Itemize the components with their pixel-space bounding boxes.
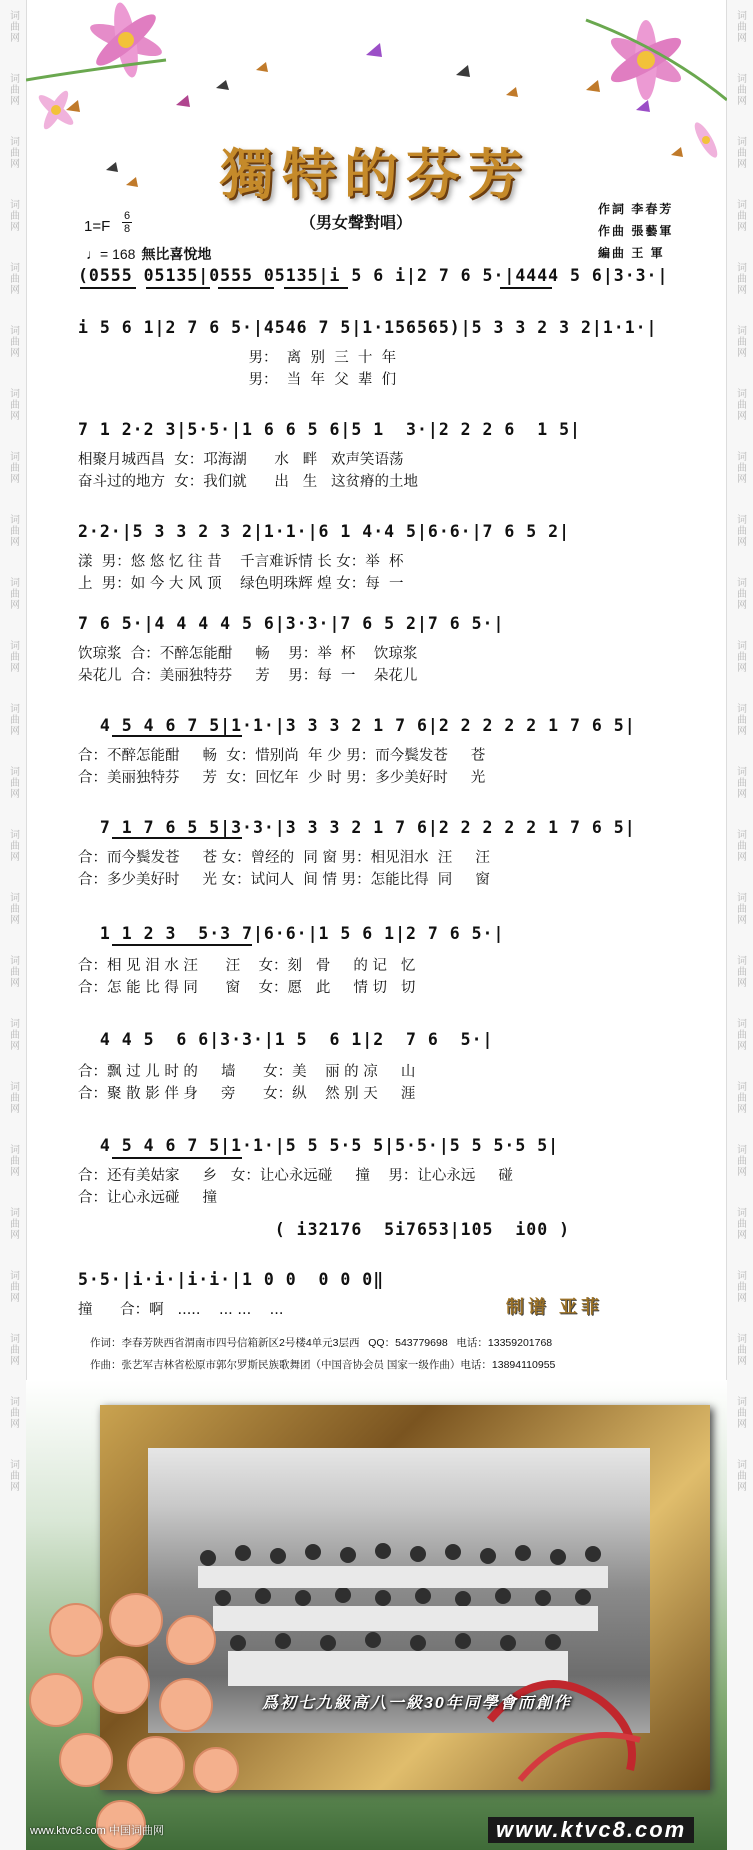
- beam-line: [112, 735, 242, 737]
- side-watermark-text: 词曲网: [734, 136, 746, 169]
- arranger-credit: 編曲 王 軍: [598, 246, 665, 260]
- score-line-2: i 5 6 1|2 7 6 5·|4546 7 5|1·156565)|5 3 3 2 3 2|1·1·|: [78, 318, 658, 337]
- side-watermark-text: 词曲网: [734, 1333, 746, 1366]
- beam-line: [146, 287, 210, 289]
- side-watermark-text: 词曲网: [7, 262, 19, 295]
- tempo-value: ♩= 168: [86, 246, 136, 262]
- side-watermark-text: 词曲网: [7, 955, 19, 988]
- side-watermark-text: 词曲网: [7, 640, 19, 673]
- score-line-9: 4 4 5 6 6|3·3·|1 5 6 1|2 7 6 5·|: [78, 1030, 494, 1049]
- lyric-line: 合：怎 能 比 得 同 窗 女：愿 此 情 切 切: [78, 980, 416, 996]
- lyric-line: 合：美丽独特芬 芳 女：回忆年 少 时 男：多少美好时 光: [78, 770, 486, 786]
- lyric-line: 男： 离 别 三 十 年: [78, 350, 397, 366]
- side-watermark-text: 词曲网: [7, 1144, 19, 1177]
- beam-line: [218, 287, 274, 289]
- composer-info: 作曲：张艺军吉林省松原市郭尔罗斯民族歌舞团（中国音协会员 国家一级作曲）电话：13894110955: [90, 1359, 556, 1371]
- song-subtitle: （男女聲對唱）: [300, 215, 413, 232]
- side-watermark-text: 词曲网: [734, 703, 746, 736]
- transcriber-stamp: 制谱 亚菲: [506, 1297, 604, 1317]
- beam-line: [112, 1157, 242, 1159]
- side-watermark-text: 词曲网: [7, 577, 19, 610]
- side-watermark-text: 词曲网: [7, 1207, 19, 1240]
- side-watermark-text: 词曲网: [734, 514, 746, 547]
- lyric-line: 合：还有美姑家 乡 女：让心永远碰 撞 男：让心永远 碰: [78, 1168, 513, 1184]
- side-watermark-text: 词曲网: [7, 10, 19, 43]
- score-line-6: 4 5 4 6 7 5|1·1·|3 3 3 2 1 7 6|2 2 2 2 2 1 7 6 5|: [78, 716, 636, 735]
- side-watermark-text: 词曲网: [734, 1144, 746, 1177]
- composer-credit: 作曲 張藝軍: [598, 224, 674, 238]
- tempo-marking: [86, 244, 211, 264]
- roses-decoration: [26, 1590, 286, 1850]
- beam-line: [500, 287, 552, 289]
- score-line-10: 4 5 4 6 7 5|1·1·|5 5 5·5 5|5·5·|5 5 5·5 5|: [78, 1136, 560, 1155]
- score-line-11: ( i32176 5i7653|105 i00 ): [78, 1220, 571, 1239]
- side-watermark-text: 词曲网: [734, 1207, 746, 1240]
- side-watermark-text: 词曲网: [734, 892, 746, 925]
- side-watermark-text: 词曲网: [734, 1270, 746, 1303]
- flower-left-icon: [26, 1, 166, 132]
- side-watermark-text: 词曲网: [734, 640, 746, 673]
- lyric-line: 朵花儿 合：美丽独特芬 芳 男：每 一 朵花儿: [78, 668, 418, 684]
- side-watermark-text: 词曲网: [734, 955, 746, 988]
- side-watermark-text: 词曲网: [7, 136, 19, 169]
- score-line-3: 7 1 2·2 3|5·5·|1 6 6 5 6|5 1 3·|2 2 2 6 1 5|: [78, 420, 581, 439]
- side-watermark-text: 词曲网: [7, 829, 19, 862]
- side-watermark-text: 词曲网: [7, 388, 19, 421]
- score-line-1: (0555 05135|0555 05135|i 5 6 i|2 7 6 5·|4444 5 6|3·3·|: [78, 266, 669, 285]
- time-signature: [122, 210, 132, 235]
- beam-line: [80, 287, 136, 289]
- lyric-line: 男： 当 年 父 辈 们: [78, 372, 397, 388]
- side-watermark-text: 词曲网: [734, 1081, 746, 1114]
- lyricist-credit: 作詞 李春芳: [598, 202, 674, 216]
- lyric-line: 漾 男：悠 悠 忆 往 昔 千言难诉情 长 女：举 杯: [78, 554, 404, 570]
- lyric-line: 相聚月城西昌 女：邛海湖 水 畔 欢声笑语荡: [78, 452, 404, 468]
- side-watermark-text: 词曲网: [7, 766, 19, 799]
- lyricist-info: 作词：李春芳陕西省渭南市四号信箱新区2号楼4单元3层西 QQ：543779698 电话：13359201768: [90, 1337, 553, 1349]
- score-line-8: 1 1 2 3 5·3 7|6·6·|1 5 6 1|2 7 6 5·|: [78, 924, 505, 943]
- lyric-line: 饮琼浆 合：不醉怎能酣 畅 男：举 杯 饮琼浆: [78, 646, 418, 662]
- beam-line: [112, 837, 242, 839]
- lyric-line: 合：飘 过 儿 时 的 墙 女：美 丽 的 凉 山: [78, 1064, 416, 1080]
- score-line-5: 7 6 5·|4 4 4 4 5 6|3·3·|7 6 5 2|7 6 5·|: [78, 614, 505, 633]
- side-watermark-text: 词曲网: [7, 1270, 19, 1303]
- side-watermark-text: 词曲网: [734, 451, 746, 484]
- side-watermark-text: 词曲网: [7, 325, 19, 358]
- score-line-12: 5·5·|i·i·|i·i·|1 0 0 0 0 0‖: [78, 1270, 385, 1289]
- lyric-line: 合：相 见 泪 水 汪 汪 女：刻 骨 的 记 忆: [78, 958, 416, 974]
- time-signature-top: 6: [123, 210, 131, 222]
- side-watermark-text: 词曲网: [734, 262, 746, 295]
- site-logo[interactable]: www.ktvc8.com: [488, 1817, 694, 1843]
- side-watermark-text: 词曲网: [734, 577, 746, 610]
- side-watermark-text: 词曲网: [7, 1396, 19, 1429]
- expression-marking: 無比喜悅地: [141, 247, 212, 263]
- side-watermark-text: 词曲网: [7, 1018, 19, 1051]
- lyric-line: 合：不醉怎能酣 畅 女：惜别尚 年 少 男：而今鬓发苍 苍: [78, 748, 486, 764]
- beam-line: [112, 944, 252, 946]
- side-watermark-text: 词曲网: [7, 199, 19, 232]
- side-watermark-text: 词曲网: [734, 766, 746, 799]
- lyric-line: 合：让心永远碰 撞: [78, 1190, 218, 1206]
- lyric-line: 合：聚 散 影 伴 身 旁 女：纵 然 别 天 涯: [78, 1086, 416, 1102]
- bottom-watermark: www.ktvc8.com 中国词曲网: [30, 1825, 164, 1837]
- left-watermark-strip: [0, 0, 27, 1850]
- side-watermark-text: 词曲网: [7, 451, 19, 484]
- side-watermark-text: 词曲网: [734, 199, 746, 232]
- side-watermark-text: 词曲网: [734, 1018, 746, 1051]
- side-watermark-text: 词曲网: [7, 1081, 19, 1114]
- side-watermark-text: 词曲网: [7, 703, 19, 736]
- photo-banner: 爲初七九級高八一級30年同學會而創作: [262, 1695, 572, 1712]
- key-signature: 1=F: [84, 218, 111, 235]
- side-watermark-text: 词曲网: [734, 1459, 746, 1492]
- score-line-7: 7 1 7 6 5 5|3·3·|3 3 3 2 1 7 6|2 2 2 2 2 1 7 6 5|: [78, 818, 636, 837]
- beam-line: [284, 287, 348, 289]
- side-watermark-text: 词曲网: [734, 388, 746, 421]
- time-signature-bottom: 8: [123, 223, 131, 235]
- side-watermark-text: 词曲网: [7, 1459, 19, 1492]
- score-line-4: 2·2·|5 3 3 2 3 2|1·1·|6 1 4·4 5|6·6·|7 6 5 2|: [78, 522, 571, 541]
- side-watermark-text: 词曲网: [734, 1396, 746, 1429]
- lyric-line: 上 男：如 今 大 风 顶 绿色明珠辉 煌 女：每 一: [78, 576, 404, 592]
- red-ribbon-icon: [480, 1660, 660, 1790]
- side-watermark-text: 词曲网: [734, 73, 746, 106]
- side-watermark-text: 词曲网: [734, 325, 746, 358]
- song-title: 獨特的芬芳: [220, 142, 530, 206]
- side-watermark-text: 词曲网: [7, 1333, 19, 1366]
- lyric-line: 奋斗过的地方 女：我们就 出 生 这贫瘠的土地: [78, 474, 419, 490]
- right-watermark-strip: [726, 0, 753, 1850]
- flower-right-icon: [586, 20, 727, 160]
- side-watermark-text: 词曲网: [7, 892, 19, 925]
- lyric-line: 撞 合：啊 ..... ... ... ...: [78, 1302, 284, 1318]
- side-watermark-text: 词曲网: [7, 514, 19, 547]
- side-watermark-text: 词曲网: [734, 829, 746, 862]
- side-watermark-text: 词曲网: [734, 10, 746, 43]
- side-watermark-text: 词曲网: [7, 73, 19, 106]
- lyric-line: 合：而今鬓发苍 苍 女：曾经的 同 窗 男：相见泪水 汪 汪: [78, 850, 490, 866]
- lyric-line: 合：多少美好时 光 女：试问人 间 情 男：怎能比得 同 窗: [78, 872, 490, 888]
